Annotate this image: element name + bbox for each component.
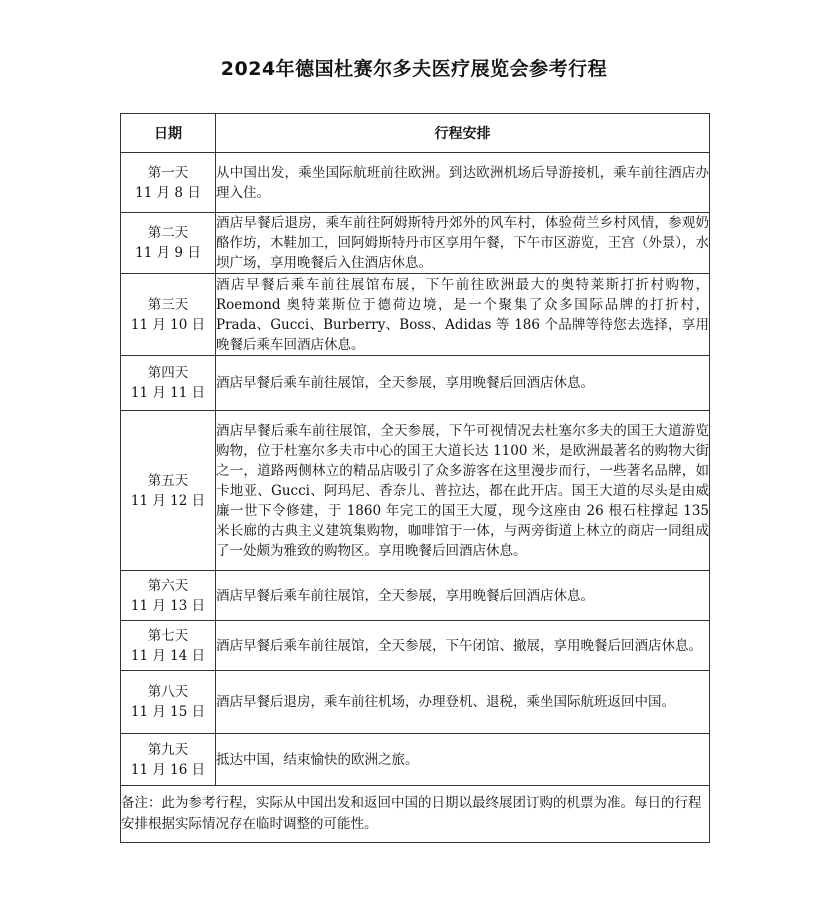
- day-label: 第七天: [147, 627, 189, 644]
- date-label: 11 月 8 日: [135, 184, 201, 201]
- day-label: 第五天: [147, 472, 189, 489]
- date-label: 11 月 13 日: [130, 597, 206, 614]
- plan-cell: 抵达中国，结束愉快的欧洲之旅。: [216, 734, 710, 786]
- date-cell: [121, 411, 216, 571]
- date-label: 11 月 10 日: [130, 316, 206, 333]
- date-cell: [121, 571, 216, 621]
- date-label: 11 月 16 日: [130, 761, 206, 778]
- note-row: [121, 786, 710, 843]
- plan-cell: 酒店早餐后乘车前往展馆，全天参展，享用晚餐后回酒店休息。: [216, 571, 710, 621]
- plan-cell: 酒店早餐后乘车前往展馆，全天参展，下午闭馆、撤展，享用晚餐后回酒店休息。: [216, 621, 710, 671]
- day-label: 第六天: [147, 577, 189, 594]
- date-label: 11 月 11 日: [130, 385, 206, 401]
- table-header-row: [121, 114, 710, 153]
- day-label: 第三天: [147, 296, 189, 313]
- date-cell: [121, 153, 216, 213]
- date-label: 11 月 9 日: [135, 245, 201, 261]
- page-title: 2024年德国杜赛尔多夫医疗展览会参考行程: [220, 58, 608, 80]
- date-cell: [121, 213, 216, 274]
- day-label: 第九天: [147, 741, 189, 758]
- table-row: [121, 153, 710, 213]
- plan-cell: 酒店早餐后乘车前往展馆布展，下午前往欧洲最大的奥特莱斯打折村购物，Roemond 奥特莱斯位于德荷边境，是一个聚集了众多国际品牌的打折村，Prada、Gucci、Burberry、Boss、Adidas 等 186 个品牌等待您去选择，享用晚餐后乘车回酒店休息。: [216, 274, 710, 356]
- table-row: [121, 621, 710, 671]
- table-row: [121, 671, 710, 734]
- day-label: 第一天: [147, 164, 189, 181]
- date-cell: [121, 356, 216, 411]
- table-row: [121, 571, 710, 621]
- plan-cell: 酒店早餐后退房，乘车前往机场，办理登机、退税，乘坐国际航班返回中国。: [216, 671, 710, 734]
- plan-cell: 酒店早餐后退房，乘车前往阿姆斯特丹郊外的风车村，体验荷兰乡村风情，参观奶酪作坊，木鞋加工，回阿姆斯特丹市区享用午餐，下午市区游览，王宫（外景），水坝广场，享用晚餐后入住酒店休息。: [216, 213, 710, 274]
- table-row: [121, 213, 710, 274]
- plan-cell: 从中国出发，乘坐国际航班前往欧洲。到达欧洲机场后导游接机，乘车前往酒店办理入住。: [216, 153, 710, 213]
- date-cell: [121, 274, 216, 356]
- date-cell: [121, 734, 216, 786]
- day-label: 第八天: [147, 684, 189, 700]
- day-label: 第二天: [147, 225, 189, 241]
- plan-cell: 酒店早餐后乘车前往展馆，全天参展，下午可视情况去杜塞尔多夫的国王大道游览购物，位于杜塞尔多夫市中心的国王大道长达 1100 米，是欧洲最著名的购物大街之一，道路两侧林立的精品店吸引了众多游客在这里漫步而行，一些著名品牌，如卡地亚、Gucci、阿玛尼、香奈儿、普拉达，都在此开店。国王大道的尽头是由威廉一世下令修建，于 1860 年完工的国王大厦，现今这座由 26 根石柱撑起 135 米长廊的古典主义建筑集购物，咖啡馆于一体，与两旁街道上林立的商店一同组成了一处颇为雅致的购物区。享用晚餐后回酒店休息。: [216, 411, 710, 571]
- date-cell: [121, 671, 216, 734]
- date-label: 11 月 14 日: [130, 647, 206, 664]
- table-row: [121, 734, 710, 786]
- table-row: [121, 411, 710, 571]
- itinerary-table: [120, 113, 710, 843]
- header-date: 日期: [121, 114, 216, 153]
- plan-cell: 酒店早餐后乘车前往展馆，全天参展，享用晚餐后回酒店休息。: [216, 356, 710, 411]
- table-row: [121, 274, 710, 356]
- date-cell: [121, 621, 216, 671]
- note-cell: 备注：此为参考行程，实际从中国出发和返回中国的日期以最终展团订购的机票为准。每日的行程安排根据实际情况存在临时调整的可能性。: [121, 786, 710, 843]
- date-label: 11 月 12 日: [130, 492, 206, 509]
- date-label: 11 月 15 日: [130, 704, 206, 720]
- table-row: [121, 356, 710, 411]
- day-label: 第四天: [147, 365, 189, 381]
- header-plan: 行程安排: [216, 114, 710, 153]
